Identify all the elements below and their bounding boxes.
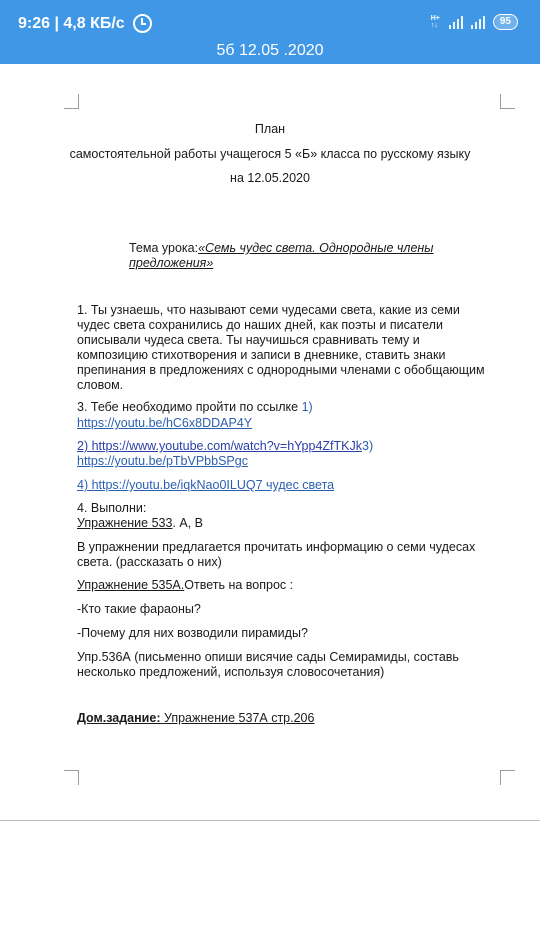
link3-num: 3) — [362, 439, 374, 453]
signal-icon — [449, 15, 463, 29]
network-type-icon: H+ ↑↓ — [430, 15, 440, 29]
exercise3-line-1: Упр.536А (письменно опиши висячие сады Семирамиды, составь — [77, 650, 459, 664]
item3-line — [77, 400, 313, 415]
exercise1-line — [77, 516, 203, 531]
exercise2-link: Упражнение 535А. — [77, 578, 185, 592]
topic-title: «Семь чудес света. Однородные члены — [198, 241, 434, 255]
plan-subheading: самостоятельной работы учащегося 5 «Б» класса по русскому языку — [69, 147, 471, 161]
question-1: -Кто такие фараоны? — [77, 602, 201, 616]
homework-line — [77, 711, 314, 726]
video-link-1[interactable]: https://youtu.be/hC6x8DDAP4Y — [77, 416, 253, 430]
plan-date: на 12.05.2020 — [230, 171, 310, 185]
item1-line-1: 1. Ты узнаешь, что называют семи чудесами света, какие из семи — [77, 303, 460, 317]
video-link-2[interactable]: 2) https://www.youtube.com/watch?v=hYpp4ZfTKJk — [77, 439, 362, 453]
item1-line-5: препинания в предложениях с однородными членами с обобщающим — [77, 363, 485, 377]
alarm-icon — [133, 14, 152, 33]
question-2: -Почему для них возводили пирамиды? — [77, 626, 308, 640]
document-title: 5б 12.05 .2020 — [216, 42, 324, 59]
page-divider — [0, 820, 540, 821]
page-corner-top-right — [500, 94, 515, 109]
item1-line-4: композицию стихотворения и записи в дневнике, ставить знаки — [77, 348, 446, 362]
homework-text: Упражнение 537А стр.206 — [160, 711, 315, 725]
exercise2-rest: Ответь на вопрос : — [184, 578, 294, 592]
links-2-3-line — [77, 439, 373, 454]
status-time-text: 9:26 | 4,8 КБ/с — [18, 14, 125, 32]
exercise1-link: Упражнение 533 — [77, 516, 173, 530]
status-icons — [431, 14, 518, 30]
item3-text: 3. Тебе необходимо пройти по ссылке — [77, 400, 302, 414]
exercise3-line-2: несколько предложений, используя словосочетания) — [77, 665, 385, 679]
page-corner-bottom-right — [500, 770, 515, 785]
battery-icon: 95 — [493, 14, 518, 30]
topic-line-1 — [129, 241, 433, 256]
video-link-4[interactable]: 4) https://youtu.be/iqkNao0ILUQ7 чудес света — [77, 478, 335, 492]
item4-label: 4. Выполни: — [77, 501, 147, 515]
video-link-3[interactable]: https://youtu.be/pTbVPbbSPgc — [77, 454, 248, 468]
exercise1-rest: . А, В — [172, 516, 204, 530]
item1-line-2: чудес света сохранились до наших дней, как поэты и писатели — [77, 318, 443, 332]
exercise1-desc-line-2: света. (рассказать о них) — [77, 555, 222, 569]
topic-label: Тема урока: — [129, 241, 199, 255]
signal-icon-2 — [471, 15, 485, 29]
status-time — [18, 14, 152, 33]
page-corner-bottom-left — [64, 770, 79, 785]
item1-line-6: словом. — [77, 378, 124, 392]
homework-label: Дом.задание: — [77, 711, 161, 725]
page-corner-top-left — [64, 94, 79, 109]
app-header — [0, 0, 540, 64]
item3-num: 1) — [301, 400, 313, 414]
plan-heading: План — [254, 122, 286, 136]
item1-line-3: описывали чудеса света. Ты научишься сравнивать тему и — [77, 333, 420, 347]
exercise1-desc-line-1: В упражнении предлагается прочитать информацию о семи чудесах — [77, 540, 476, 554]
exercise2-line — [77, 578, 293, 593]
topic-line-2: предложения» — [129, 256, 214, 270]
